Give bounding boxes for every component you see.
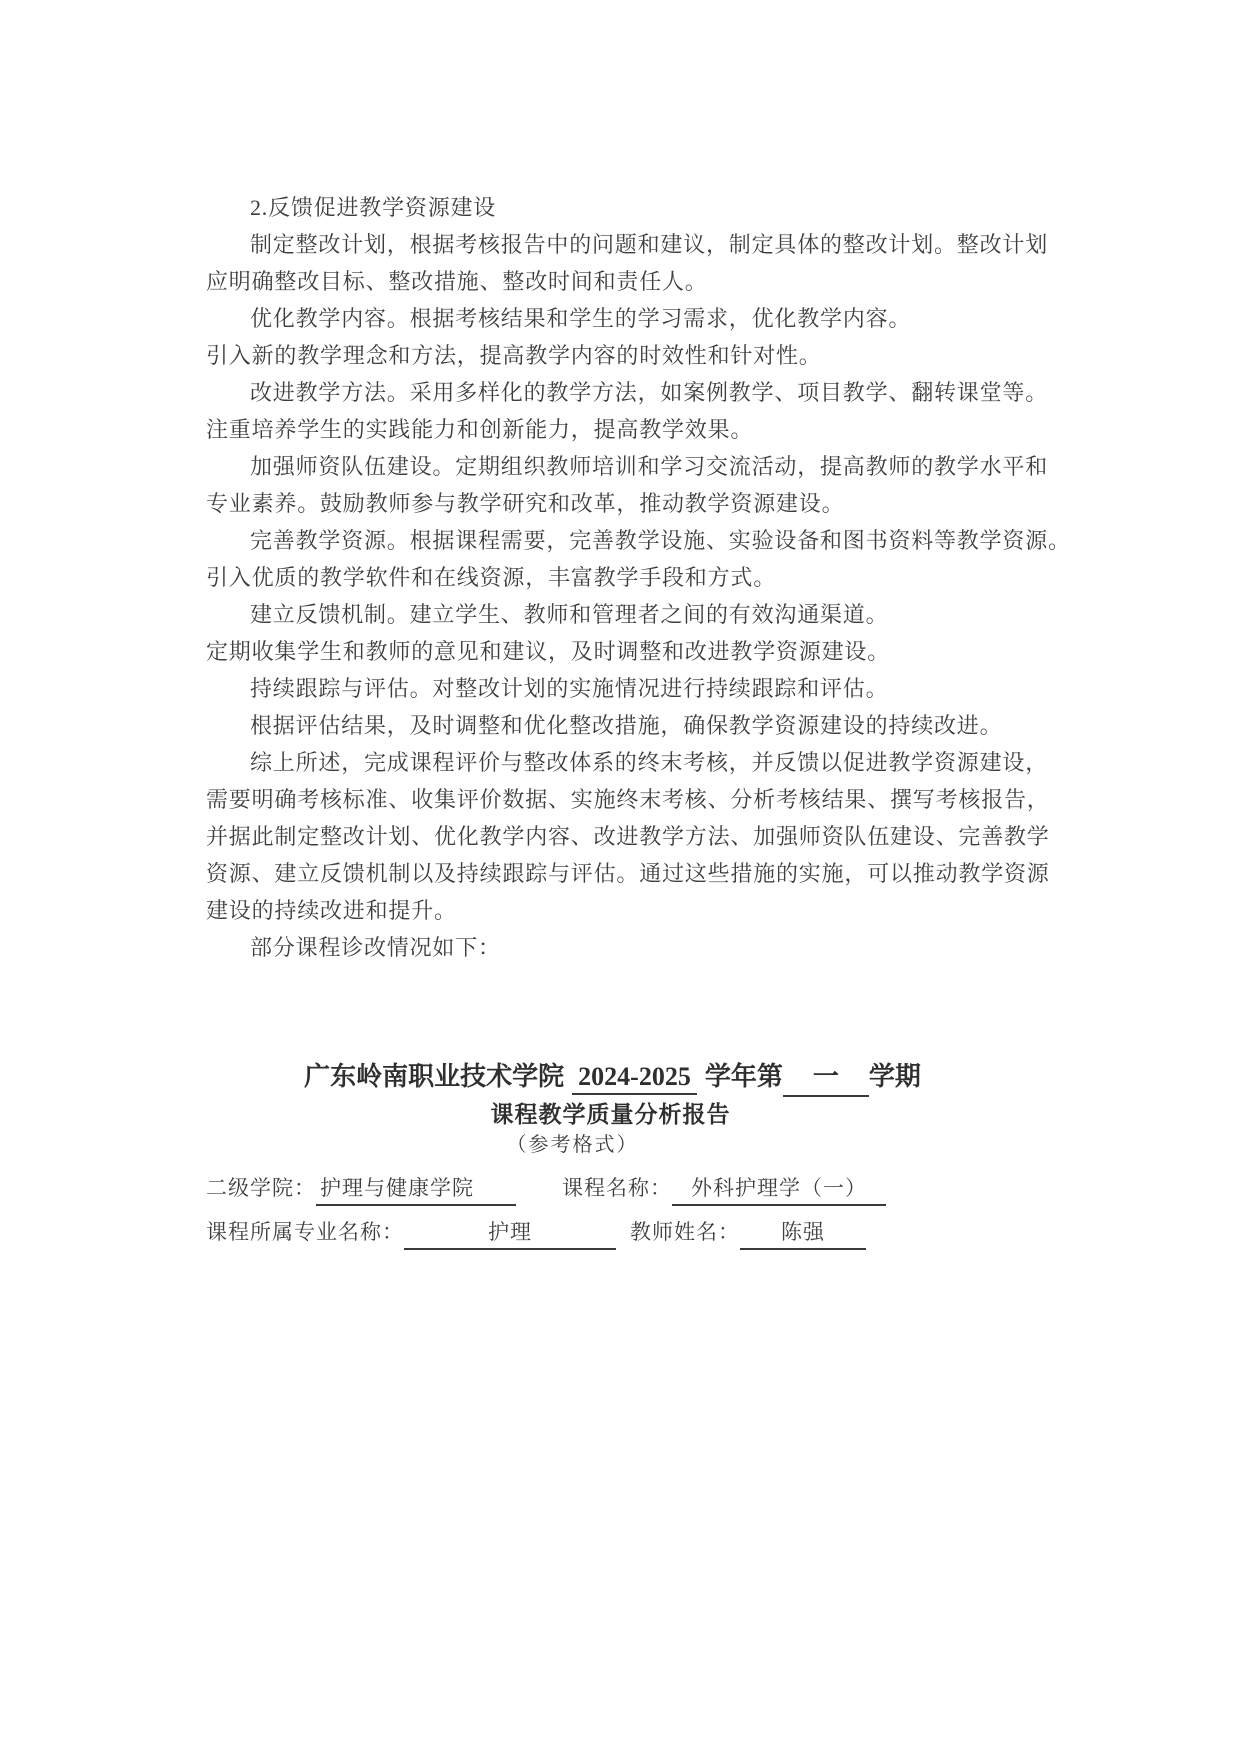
body-line: 定期收集学生和教师的意见和建议，及时调整和改进教学资源建设。 (206, 639, 891, 664)
body-line: 综上所述，完成课程评价与整改体系的终末考核，并反馈以促进教学资源建设， (250, 750, 1049, 775)
body-line: 优化教学内容。根据考核结果和学生的学习需求，优化教学内容。 (250, 306, 912, 331)
body-line: 专业素养。鼓励教师参与教学研究和改革，推动教学资源建设。 (206, 491, 845, 516)
form-row-college-course (206, 1172, 886, 1206)
teacher-value: 陈强 (740, 1216, 866, 1250)
body-line: 建设的持续改进和提升。 (206, 898, 457, 923)
major-label: 课程所属专业名称： (206, 1220, 404, 1244)
body-line: 资源、建立反馈机制以及持续跟踪与评估。通过这些措施的实施，可以推动教学资源 (206, 861, 1050, 886)
course-value: 外科护理学（一） (672, 1172, 886, 1206)
body-line: 引入优质的教学软件和在线资源，丰富教学手段和方式。 (206, 565, 777, 590)
college-label: 二级学院： (206, 1176, 316, 1200)
report-title-academic-year: 2024-2025 (572, 1062, 697, 1095)
body-line: 2.反馈促进教学资源建设 (250, 195, 497, 220)
report-title-suffix: 学期 (868, 1062, 921, 1091)
body-line: 建立反馈机制。建立学生、教师和管理者之间的有效沟通渠道。 (250, 602, 889, 627)
body-line: 根据评估结果，及时调整和优化整改措施，确保教学资源建设的持续改进。 (250, 713, 1003, 738)
report-title-school: 广东岭南职业技术学院 (304, 1062, 565, 1091)
body-paragraphs (206, 189, 1071, 966)
major-value: 护理 (404, 1216, 616, 1250)
body-line: 引入新的教学理念和方法，提高教学内容的时效性和针对性。 (206, 343, 822, 368)
report-format-note: （参考格式） (506, 1134, 639, 1156)
body-line: 加强师资队伍建设。定期组织教师培训和学习交流活动，提高教师的教学水平和 (250, 454, 1049, 479)
teacher-label: 教师姓名： (630, 1220, 740, 1244)
report-title-semester: 一 (783, 1056, 869, 1097)
body-line: 并据此制定整改计划、优化教学内容、改进教学方法、加强师资队伍建设、完善教学 (206, 824, 1050, 849)
form-row-major-teacher (206, 1216, 866, 1250)
body-line: 完善教学资源。根据课程需要，完善教学设施、实验设备和图书资料等教学资源。 (250, 528, 1071, 553)
body-line: 部分课程诊改情况如下： (250, 935, 501, 960)
body-line: 应明确整改目标、整改措施、整改时间和责任人。 (206, 269, 708, 294)
college-value: 护理与健康学院 (316, 1172, 516, 1206)
body-line: 需要明确考核标准、收集评价数据、实施终末考核、分析考核结果、撰写考核报告， (206, 787, 1050, 812)
body-line: 注重培养学生的实践能力和创新能力，提高教学效果。 (206, 417, 754, 442)
report-title-mid: 学年第 (704, 1062, 783, 1091)
report-title-line (190, 1056, 1035, 1097)
body-line: 持续跟踪与评估。对整改计划的实施情况进行持续跟踪和评估。 (250, 676, 889, 701)
body-line: 制定整改计划，根据考核报告中的问题和建议，制定具体的整改计划。整改计划 (250, 232, 1049, 257)
body-line: 改进教学方法。采用多样化的教学方法，如案例教学、项目教学、翻转课堂等。 (250, 380, 1049, 405)
course-label: 课程名称： (562, 1176, 672, 1200)
report-subtitle: 课程教学质量分析报告 (490, 1102, 731, 1127)
